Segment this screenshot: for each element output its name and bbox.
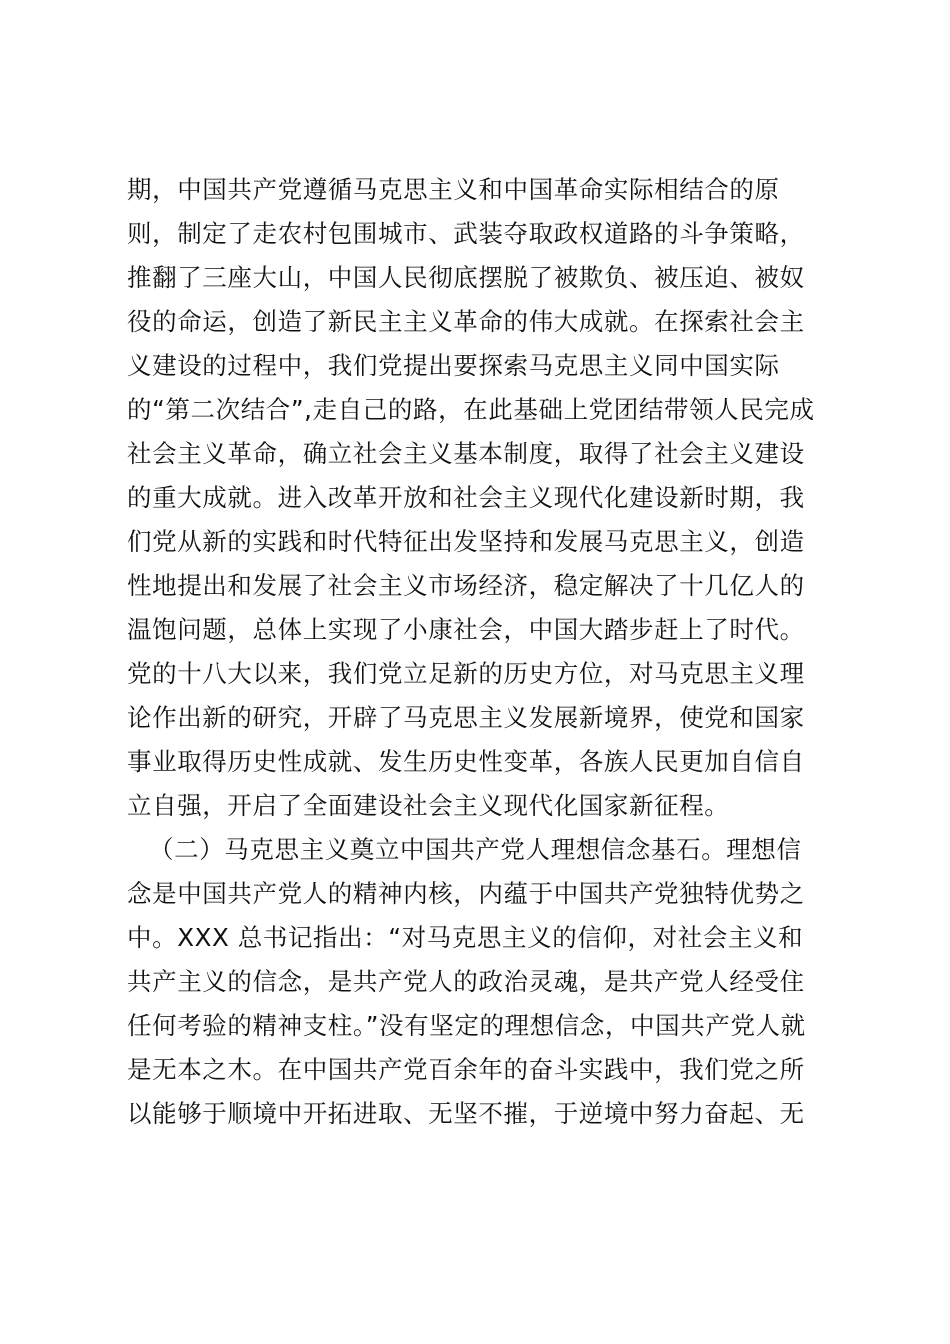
paragraph-1-line-15: 立自强，开启了全面建设社会主义现代化国家新征程。: [127, 791, 730, 820]
paragraph-1-line-12: 党的十八大以来，我们党立足新的历史方位，对马克思主义理: [127, 659, 805, 688]
paragraph-1-line-6: 的“第二次结合”,走自己的路，在此基础上党团结带领人民完成: [127, 395, 815, 424]
paragraph-2-line-1: （二）马克思主义奠立中国共产党人理想信念基石。理想信: [149, 835, 802, 864]
paragraph-2-line-4: 共产主义的信念，是共产党人的政治灵魂，是共产党人经受住: [127, 967, 805, 996]
paragraph-1-line-4: 役的命运，创造了新民主主义革命的伟大成就。在探索社会主: [127, 307, 805, 336]
paragraph-1-line-9: 们党从新的实践和时代特征出发坚持和发展马克思主义，创造: [127, 527, 805, 556]
paragraph-1-line-3: 推翻了三座大山，中国人民彻底摆脱了被欺负、被压迫、被奴: [127, 263, 805, 292]
paragraph-1-line-8: 的重大成就。进入改革开放和社会主义现代化建设新时期，我: [127, 483, 805, 512]
paragraph-2-line-5: 任何考验的精神支柱。”没有坚定的理想信念，中国共产党人就: [127, 1011, 806, 1040]
paragraph-2-line-6: 是无本之木。在中国共产党百余年的奋斗实践中，我们党之所: [127, 1055, 805, 1084]
paragraph-2-line-7: 以能够于顺境中开拓进取、无坚不摧，于逆境中努力奋起、无: [127, 1099, 805, 1128]
paragraph-1-line-10: 性地提出和发展了社会主义市场经济，稳定解决了十几亿人的: [127, 571, 805, 600]
paragraph-1-line-13: 论作出新的研究，开辟了马克思主义发展新境界，使党和国家: [127, 703, 805, 732]
paragraph-2-line-3: 中。XXX 总书记指出：“对马克思主义的信仰，对社会主义和: [127, 923, 804, 952]
paragraph-1-line-5: 义建设的过程中，我们党提出要探索马克思主义同中国实际: [127, 351, 780, 380]
paragraph-1-line-1: 期，中国共产党遵循马克思主义和中国革命实际相结合的原: [127, 175, 780, 204]
paragraph-1-line-7: 社会主义革命，确立社会主义基本制度，取得了社会主义建设: [127, 439, 805, 468]
paragraph-1-line-2: 则，制定了走农村包围城市、武装夺取政权道路的斗争策略，: [127, 219, 805, 248]
paragraph-2-line-2: 念是中国共产党人的精神内核，内蕴于中国共产党独特优势之: [127, 879, 805, 908]
paragraph-1-line-11: 温饱问题，总体上实现了小康社会，中国大踏步赶上了时代。: [127, 615, 805, 644]
paragraph-1-line-14: 事业取得历史性成就、发生历史性变革，各族人民更加自信自: [127, 747, 805, 776]
